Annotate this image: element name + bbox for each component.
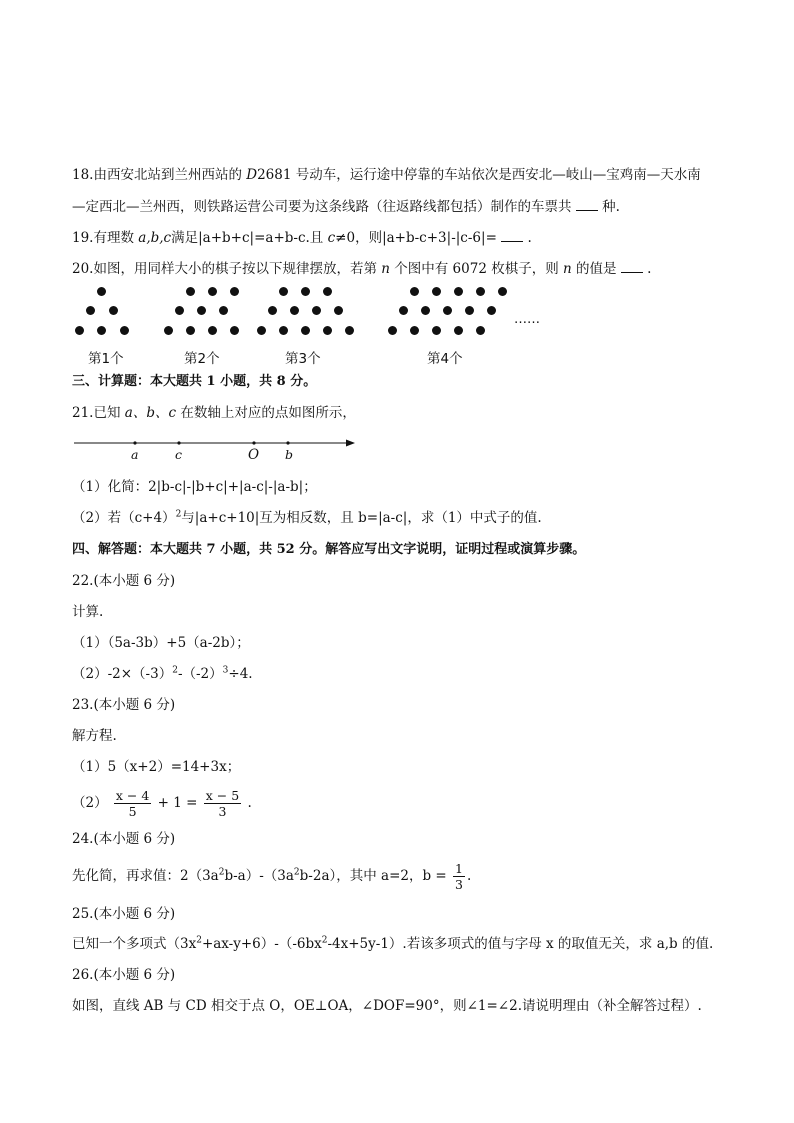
fraction: $\frac{x - 5}{3}$ <box>205 788 240 819</box>
q26-body: 如图，直线 AB 与 CD 相交于点 O，OE⊥OA，∠DOF=90°，则∠1=∠2.请说明理由（补全解答过程）. <box>72 998 702 1014</box>
chess-piece <box>230 326 239 335</box>
chess-piece <box>208 326 217 335</box>
chess-piece <box>323 326 332 335</box>
chess-piece <box>399 306 408 315</box>
q22-task: 计算. <box>72 604 104 620</box>
chess-piece <box>410 326 419 335</box>
chess-piece <box>301 287 310 296</box>
chess-piece <box>443 306 452 315</box>
fraction: $\frac{1}{3}$ <box>455 861 463 892</box>
q23-part2: （2） $\frac{x - 4}{5}$ + 1 = $\frac{x - 5}{3}$ . <box>72 788 252 819</box>
answer-blank <box>576 198 598 211</box>
answer-blank <box>621 260 643 273</box>
caption-3: 第3个 <box>285 351 321 367</box>
chess-piece <box>345 326 354 335</box>
chess-piece <box>86 306 95 315</box>
chess-piece <box>186 326 195 335</box>
q24-heading: 24.(本小题 6 分) <box>72 831 176 847</box>
chess-piece <box>268 306 277 315</box>
chess-piece <box>487 306 496 315</box>
q22-part2: $(2)-2\times(-3)^2-(-2)^3\div 4$. <box>72 665 253 682</box>
q19: 19.有理数 a,b,c满足|a+b+c|=a+b-c.且 c≠0，则|a+b-c+3|-|c-6|= . <box>72 230 532 246</box>
chess-piece <box>432 326 441 335</box>
chess-piece <box>334 306 343 315</box>
q18-line1: 18.由西安北站到兰州西站的 D2681 号动车，运行途中停靠的车站依次是西安北—岐山—宝鸡南—天水南 <box>72 167 701 183</box>
chess-piece <box>208 287 217 296</box>
section-3-heading: 三、计算题：本大题共 1 小题，共 8 分。 <box>72 374 317 389</box>
chess-piece <box>164 326 173 335</box>
chess-piece <box>421 306 430 315</box>
chess-piece <box>312 306 321 315</box>
section-4-heading: 四、解答题：本大题共 7 小题，共 52 分。解答应写出文字说明，证明过程或演算步骤。 <box>72 542 586 557</box>
chess-piece <box>279 326 288 335</box>
q21-part1: （1）化简：2|b-c|-|b+c|+|a-c|-|a-b|； <box>72 479 317 495</box>
ellipsis: …… <box>514 312 540 327</box>
chess-piece <box>498 287 507 296</box>
chess-piece <box>301 326 310 335</box>
point-c-label: c <box>175 447 183 462</box>
q24-body: 先化简，再求值：$2(3a^2b-a)-(3a^2b-2a)$，其中 a=2，b = $\frac{1}{3}$ . <box>72 861 472 892</box>
q22-heading: 22.(本小题 6 分) <box>72 573 176 589</box>
chess-piece <box>219 306 228 315</box>
q23-task: 解方程. <box>72 728 117 744</box>
chess-piece <box>175 306 184 315</box>
chess-piece <box>454 287 463 296</box>
chess-piece <box>97 287 106 296</box>
chess-piece <box>454 326 463 335</box>
q21-intro: 21.已知 a、b、c 在数轴上对应的点如图所示， <box>72 405 356 421</box>
q25-heading: 25.(本小题 6 分) <box>72 906 176 922</box>
q23-heading: 23.(本小题 6 分) <box>72 697 176 713</box>
caption-2: 第2个 <box>184 351 220 367</box>
chess-piece <box>432 287 441 296</box>
chess-piece <box>109 306 118 315</box>
answer-blank <box>501 229 523 242</box>
chess-piece <box>476 287 485 296</box>
chess-piece <box>230 287 239 296</box>
chess-piece <box>279 287 288 296</box>
chess-piece <box>97 326 106 335</box>
q18-line2: —定西北—兰州西，则铁路运营公司要为这条线路（往返路线都包括）制作的车票共 种. <box>72 199 620 215</box>
origin-label: O <box>248 447 260 463</box>
q25-body: 已知一个多项式$(3x^2+ax-y+6)-(-6bx^2-4x+5y-1)$.若该多项式的值与字母 x 的取值无关，求 a,b 的值. <box>72 935 714 952</box>
chess-piece <box>410 287 419 296</box>
fraction: $\frac{x - 4}{5}$ <box>115 788 150 819</box>
caption-4: 第4个 <box>427 351 463 367</box>
point-a-label: a <box>131 447 139 462</box>
q21-part2: （2）若$(c+4)^2$与|a+c+10|互为相反数，且 b=|a-c|，求（1）中式子的值. <box>72 509 542 526</box>
chess-piece <box>465 306 474 315</box>
chess-piece <box>388 326 397 335</box>
number-line-axis <box>72 436 362 450</box>
q26-heading: 26.(本小题 6 分) <box>72 967 176 983</box>
chess-piece <box>75 326 84 335</box>
chess-piece <box>120 326 129 335</box>
chess-piece <box>290 306 299 315</box>
chess-piece <box>323 287 332 296</box>
chess-piece <box>186 287 195 296</box>
point-b-label: b <box>285 447 294 462</box>
q23-part1: （1）5（x+2）=14+3x； <box>72 759 241 775</box>
q20: 20.如图，用同样大小的棋子按以下规律摆放，若第 n 个图中有 6072 枚棋子，则 n 的值是 . <box>72 261 652 277</box>
q22-part1: （1）（5a-3b）+5（a-2b）； <box>72 635 250 651</box>
chess-piece <box>257 326 266 335</box>
chess-piece <box>476 326 485 335</box>
caption-1: 第1个 <box>88 351 124 367</box>
chess-piece <box>197 306 206 315</box>
